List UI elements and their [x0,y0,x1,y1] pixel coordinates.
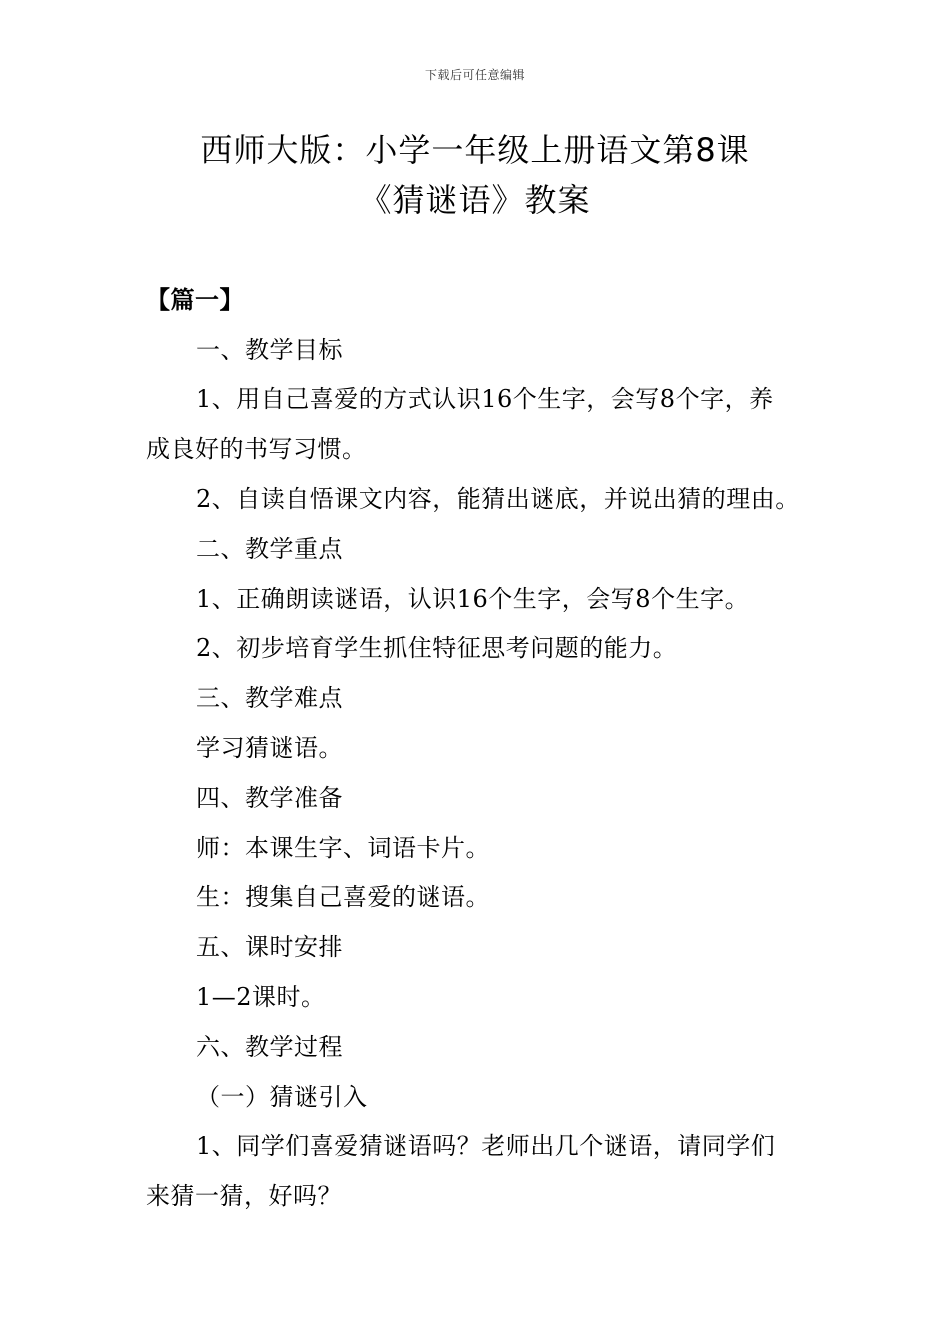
paragraph-line: 2、初步培育学生抓住特征思考问题的能力。 [196,634,678,662]
paragraph-line: 成良好的书写习惯。 [146,435,367,463]
heading-teaching-difficulty: 三、教学难点 [196,684,343,712]
heading-teaching-process: 六、教学过程 [196,1033,343,1061]
paragraph-line: 来猜一猜，好吗？ [146,1182,342,1210]
paragraph-line: 2、自读自悟课文内容，能猜出谜底，并说出猜的理由。 [196,485,800,513]
paragraph-line: 学习猜谜语。 [196,734,343,762]
paragraph-line: 1、用自己喜爱的方式认识16个生字，会写8个字，养 [196,385,774,413]
document-title-line-1: 西师大版：小学一年级上册语文第8课 [200,131,750,169]
heading-teaching-goals: 一、教学目标 [196,336,343,364]
paragraph-line: 师：本课生字、词语卡片。 [196,834,490,862]
heading-class-schedule: 五、课时安排 [196,933,343,961]
paragraph-line: 生：搜集自己喜爱的谜语。 [196,883,490,911]
paragraph-line: 1—2课时。 [196,983,326,1011]
paragraph-line: 1、同学们喜爱猜谜语吗？老师出几个谜语，请同学们 [196,1132,776,1160]
heading-teaching-preparation: 四、教学准备 [196,784,343,812]
header-note: 下载后可任意编辑 [424,68,525,82]
paragraph-line: 1、正确朗读谜语，认识16个生字，会写8个生字。 [196,585,750,613]
section-label: 【篇一】 [146,286,244,314]
heading-teaching-focus: 二、教学重点 [196,535,343,563]
subheading-riddle-intro: （一）猜谜引入 [196,1083,368,1111]
document-title-line-2: 《猜谜语》教案 [359,181,591,219]
